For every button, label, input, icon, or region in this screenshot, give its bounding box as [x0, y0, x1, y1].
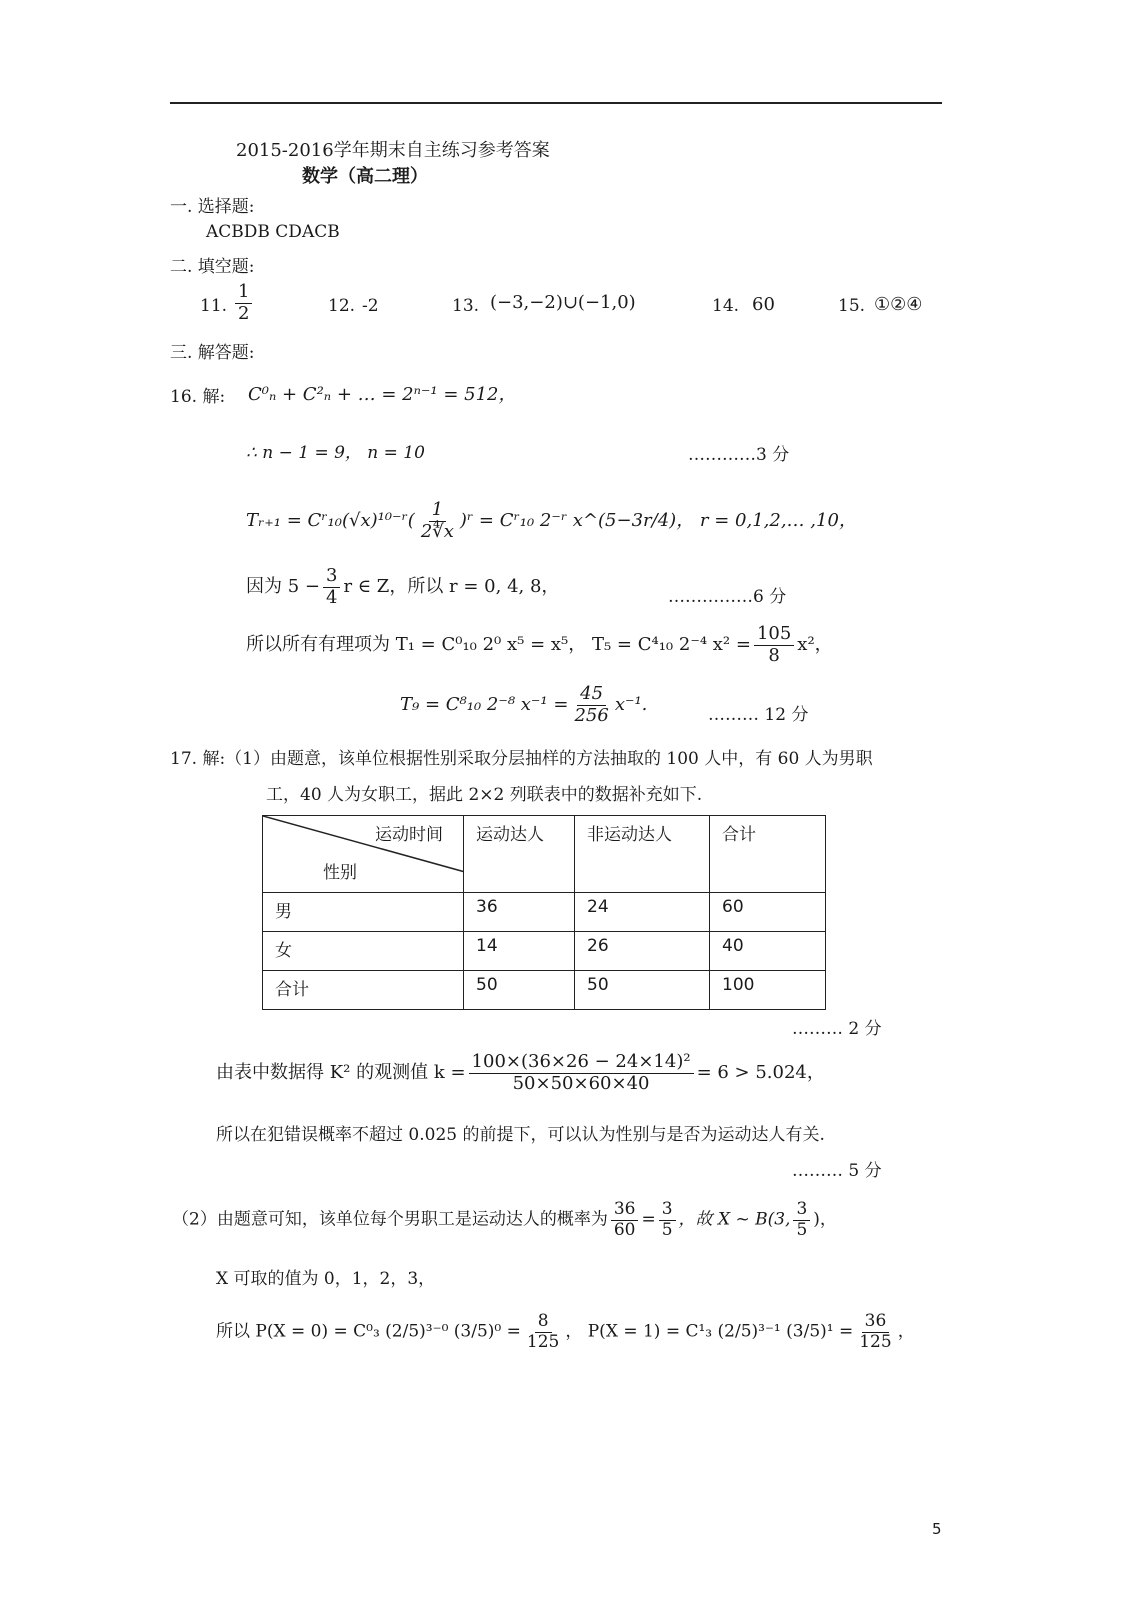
q11-answer — [232, 282, 255, 324]
q16-line5b: x²， — [797, 634, 833, 656]
q17-line3a: 由表中数据得 K² 的观测值 k = — [216, 1062, 466, 1084]
q16-line6a: T₉ = C⁸₁₀ 2⁻⁸ x⁻¹ = — [400, 694, 569, 716]
table-row — [263, 932, 826, 971]
q17-line3-num: 100×(36×26 − 24×14)² — [469, 1052, 694, 1074]
table-cell: 40 — [710, 932, 826, 971]
q16-line4-den: 4 — [325, 586, 338, 608]
q17-line5-num1: 36 — [611, 1200, 639, 1221]
table-cell: 女 — [263, 932, 464, 971]
doc-subtitle: 数学（高二理） — [302, 166, 428, 187]
q17-score1: ……… 2 分 — [792, 1019, 882, 1039]
table-header-row — [263, 816, 826, 893]
q17-line7c: ， — [897, 1321, 915, 1342]
q17-line5-num3: 3 — [793, 1200, 810, 1221]
q17-score2: ……… 5 分 — [792, 1161, 882, 1181]
table-cell: 50 — [464, 971, 575, 1010]
q17-line5b: ，故 X ~ B(3, — [678, 1209, 791, 1230]
q17-line7-num1: 8 — [535, 1312, 552, 1333]
q12-answer: -2 — [362, 296, 379, 316]
q16-label: 16. 解: — [170, 387, 226, 407]
q17-line7-num2: 36 — [862, 1312, 890, 1333]
q16-line3a: Tᵣ₊₁ = Cʳ₁₀(√x)¹⁰⁻ʳ( — [246, 510, 415, 532]
q15-answer: ①②④ — [874, 294, 923, 315]
q11-denominator: 2 — [238, 302, 250, 324]
table-cell: 合计 — [263, 971, 464, 1010]
q13-number: 13. — [452, 296, 480, 316]
q16-score1: …………3 分 — [688, 445, 790, 465]
q17-line3 — [216, 1052, 825, 1094]
q17-line7-den2: 125 — [859, 1331, 892, 1352]
header-rule — [170, 102, 942, 104]
table-cell: 26 — [575, 932, 710, 971]
q16-line6-den: 256 — [574, 704, 609, 726]
q14-number: 14. — [712, 296, 740, 316]
table-cell: 24 — [575, 893, 710, 932]
q17-line5-den1: 60 — [613, 1219, 636, 1240]
contingency-table — [262, 815, 826, 1010]
q11-number: 11. — [200, 296, 228, 316]
q17-line5-eq: = — [641, 1209, 656, 1230]
q17-line5c: )， — [813, 1209, 837, 1230]
q17-line5-den3: 5 — [796, 1219, 808, 1240]
q17-line5 — [172, 1200, 837, 1240]
table-cell: 男 — [263, 893, 464, 932]
q14-answer: 60 — [752, 294, 775, 315]
table-cell: 100 — [710, 971, 826, 1010]
q11-numerator: 1 — [235, 282, 252, 304]
section2-heading: 二. 填空题: — [170, 257, 255, 277]
q17-line1: 17. 解:（1）由题意，该单位根据性别采取分层抽样的方法抽取的 100 人中，有 60 人为男职 — [170, 749, 873, 769]
q16-line1: C⁰ₙ + C²ₙ + … = 2ⁿ⁻¹ = 512， — [248, 384, 517, 405]
table-row — [263, 971, 826, 1010]
q17-line7 — [216, 1312, 915, 1352]
q16-line2: ∴ n − 1 = 9， n = 10 — [246, 443, 425, 463]
q16-line5-den: 8 — [768, 644, 780, 666]
q16-line6-num: 45 — [577, 684, 606, 706]
q17-line7-den1: 125 — [526, 1331, 560, 1352]
q17-line4: 所以在犯错误概率不超过 0.025 的前提下，可以认为性别与是否为运动达人有关. — [216, 1125, 825, 1145]
page-number: 5 — [932, 1520, 942, 1538]
q17-line6: X 可取的值为 0，1，2，3， — [216, 1269, 436, 1289]
table-cell: 50 — [575, 971, 710, 1010]
choice-answers: ACBDB CDACB — [206, 222, 340, 242]
table-cell: 14 — [464, 932, 575, 971]
q17-line5a: （2）由题意可知，该单位每个男职工是运动达人的概率为 — [172, 1209, 608, 1230]
q17-line3b: = 6 > 5.024， — [696, 1062, 825, 1084]
section1-heading: 一. 选择题: — [170, 197, 255, 217]
doc-title: 2015-2016学年期末自主练习参考答案 — [236, 140, 550, 161]
q16-line6b: x⁻¹. — [614, 694, 648, 716]
q16-line3-num: 1 — [429, 500, 446, 522]
table-header-cell: 合计 — [710, 816, 826, 893]
q15-number: 15. — [838, 296, 866, 316]
section3-heading: 三. 解答题: — [170, 343, 255, 363]
q16-line4b: r ∈ Z，所以 r = 0, 4, 8， — [343, 576, 560, 598]
q17-line7b: ， P(X = 1) = C¹₃ (2/5)³⁻¹ (3/5)¹ = — [565, 1321, 854, 1342]
corner-bottom-label: 性别 — [323, 863, 357, 883]
q16-line4a: 因为 5 − — [246, 576, 320, 598]
q16-line5a: 所以所有有理项为 T₁ = C⁰₁₀ 2⁰ x⁵ = x⁵， T₅ = C⁴₁₀ 2⁻⁴ x² = — [246, 634, 751, 656]
q16-line3-den: 2∜x — [420, 520, 454, 542]
q13-answer: (−3,−2)∪(−1,0) — [490, 292, 636, 313]
table-row — [263, 893, 826, 932]
q17-line3-den: 50×50×60×40 — [512, 1072, 650, 1094]
q16-line4 — [246, 566, 559, 608]
table-corner-cell — [263, 816, 464, 893]
corner-top-label: 运动时间 — [375, 825, 443, 845]
q16-line4-num: 3 — [323, 566, 340, 588]
q16-score2: ……………6 分 — [668, 587, 787, 607]
table-cell: 60 — [710, 893, 826, 932]
q16-line3 — [246, 500, 857, 542]
q16-line6 — [400, 684, 647, 726]
q12-number: 12. — [328, 296, 356, 316]
q16-line3b: )ʳ = Cʳ₁₀ 2⁻ʳ x^(5−3r/4)， r = 0,1,2,… ,10， — [459, 510, 857, 532]
q17-line7a: 所以 P(X = 0) = C⁰₃ (2/5)³⁻⁰ (3/5)⁰ = — [216, 1321, 521, 1342]
q16-line5-num: 105 — [754, 624, 794, 646]
q17-line5-num2: 3 — [659, 1200, 676, 1221]
table-header-cell: 非运动达人 — [575, 816, 710, 893]
q17-line2: 工，40 人为女职工，据此 2×2 列联表中的数据补充如下. — [266, 785, 703, 805]
q16-score3: ……… 12 分 — [708, 705, 809, 725]
table-header-cell: 运动达人 — [464, 816, 575, 893]
q16-line5 — [246, 624, 833, 666]
table-cell: 36 — [464, 893, 575, 932]
q17-line5-den2: 5 — [661, 1219, 673, 1240]
